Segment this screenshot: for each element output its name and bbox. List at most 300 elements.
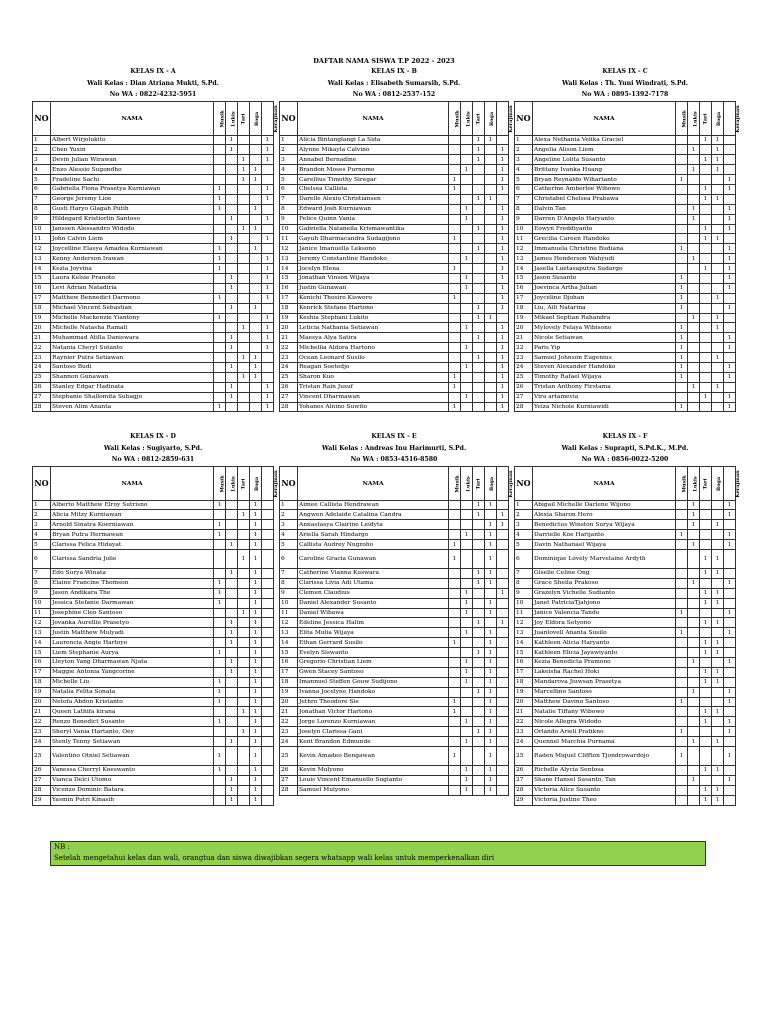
activity-mark: 1 <box>226 234 238 244</box>
table-row <box>280 530 509 540</box>
col-kerajinan <box>262 101 279 135</box>
activity-mark <box>700 697 712 707</box>
activity-mark <box>676 520 688 530</box>
activity-mark <box>262 795 274 805</box>
col-kerajinan-label: Kerajinan <box>272 469 279 498</box>
row-number: 3 <box>280 155 298 165</box>
row-number: 28 <box>515 402 533 412</box>
activity-mark <box>724 382 736 392</box>
activity-mark <box>461 145 473 155</box>
activity-mark: 1 <box>250 598 262 608</box>
student-name: Darrielle Koe Harijanto <box>533 530 676 540</box>
row-number: 17 <box>33 667 51 677</box>
activity-mark: 1 <box>688 214 700 224</box>
activity-mark <box>238 343 250 353</box>
activity-mark: 1 <box>712 234 724 244</box>
student-name: Jessica Stefanie Darmawan <box>51 598 214 608</box>
activity-mark: 1 <box>712 648 724 658</box>
table-row <box>515 175 736 185</box>
activity-mark: 1 <box>238 175 250 185</box>
activity-mark <box>262 540 274 550</box>
activity-mark: 1 <box>724 264 736 274</box>
table-row <box>280 313 509 323</box>
activity-mark <box>712 303 724 313</box>
student-name: Jason Andikara The <box>51 588 214 598</box>
table-row <box>280 697 509 707</box>
student-name: Lakeisha Rachel Hoki <box>533 667 676 677</box>
row-number: 10 <box>515 598 533 608</box>
activity-mark <box>485 323 497 333</box>
student-name: Kathleen Alicia Haryanto <box>533 638 676 648</box>
activity-mark <box>700 175 712 185</box>
col-musik-label: Musik <box>454 474 461 493</box>
activity-mark <box>497 638 509 648</box>
activity-mark <box>712 372 724 382</box>
activity-mark <box>226 697 238 707</box>
activity-mark: 1 <box>449 175 461 185</box>
activity-mark <box>473 382 485 392</box>
student-name: Imannuel Steffen Gouw Sudijono <box>298 677 449 687</box>
student-name: Brittany Ivanka Huang <box>533 165 676 175</box>
activity-mark: 1 <box>724 775 736 785</box>
activity-mark <box>226 687 238 697</box>
col-tari <box>473 101 485 135</box>
table-row <box>33 737 274 747</box>
table-row <box>280 598 509 608</box>
activity-mark <box>485 333 497 343</box>
activity-mark: 1 <box>497 224 509 234</box>
student-name: Darelle Alexio Christiansen <box>298 194 449 204</box>
student-name: Jethro Theodore Sie <box>298 697 449 707</box>
activity-mark: 1 <box>712 549 724 568</box>
activity-mark <box>238 500 250 510</box>
activity-mark <box>238 283 250 293</box>
activity-mark: 1 <box>473 618 485 628</box>
student-name: Laura Kelsie Pranoto <box>51 273 214 283</box>
activity-mark: 1 <box>497 155 509 165</box>
activity-mark <box>461 697 473 707</box>
activity-mark <box>497 500 509 510</box>
student-name: Fradeline Sachi <box>51 175 214 185</box>
activity-mark <box>712 727 724 737</box>
table-row <box>33 540 274 550</box>
activity-mark: 1 <box>473 568 485 578</box>
activity-mark: 1 <box>250 667 262 677</box>
student-name: Michael Vincent Sebastian <box>51 303 214 313</box>
class-kelas: KELAS IX - F <box>602 433 648 440</box>
table-row <box>280 540 509 550</box>
table-row <box>280 402 509 412</box>
activity-mark: 1 <box>497 204 509 214</box>
table-row <box>515 795 736 805</box>
activity-mark <box>712 717 724 727</box>
activity-mark: 1 <box>485 746 497 765</box>
activity-mark <box>449 677 461 687</box>
activity-mark <box>485 145 497 155</box>
activity-mark <box>724 165 736 175</box>
activity-mark <box>688 746 700 765</box>
table-row <box>280 628 509 638</box>
activity-mark: 1 <box>688 540 700 550</box>
activity-mark <box>262 608 274 618</box>
row-number: 13 <box>33 254 51 264</box>
activity-mark: 1 <box>214 244 226 254</box>
student-name: Albert Wirjolukito <box>51 135 214 145</box>
row-number: 13 <box>280 628 298 638</box>
table-row <box>280 303 509 313</box>
activity-mark: 1 <box>676 293 688 303</box>
activity-mark <box>262 775 274 785</box>
row-number: 11 <box>515 234 533 244</box>
activity-mark: 1 <box>214 697 226 707</box>
activity-mark <box>449 588 461 598</box>
row-number: 3 <box>33 155 51 165</box>
student-name: Natalia Felita Sonata <box>51 687 214 697</box>
activity-mark <box>497 785 509 795</box>
activity-mark: 1 <box>700 135 712 145</box>
table-row <box>515 165 736 175</box>
activity-mark <box>497 717 509 727</box>
student-name: Jason Susanto <box>533 273 676 283</box>
table-row <box>515 145 736 155</box>
activity-mark <box>214 568 226 578</box>
col-musik-label: Musik <box>454 109 461 128</box>
activity-mark <box>226 402 238 412</box>
activity-mark: 1 <box>700 588 712 598</box>
activity-mark <box>497 648 509 658</box>
activity-mark <box>473 184 485 194</box>
student-name: Gabriella Fiona Prasetya Kurniawan <box>51 184 214 194</box>
activity-mark <box>724 598 736 608</box>
activity-mark <box>700 323 712 333</box>
col-musik <box>676 101 688 135</box>
activity-mark <box>497 313 509 323</box>
activity-mark <box>238 648 250 658</box>
activity-mark: 1 <box>712 667 724 677</box>
activity-mark: 1 <box>461 717 473 727</box>
activity-mark <box>700 204 712 214</box>
table-header-row <box>33 466 274 500</box>
activity-mark <box>250 273 262 283</box>
student-name: Jeremy Constantine Handoko <box>298 254 449 264</box>
activity-mark: 1 <box>250 618 262 628</box>
table-row <box>515 204 736 214</box>
activity-mark <box>238 717 250 727</box>
row-number: 16 <box>33 657 51 667</box>
activity-mark <box>497 727 509 737</box>
activity-mark: 1 <box>497 588 509 598</box>
activity-mark <box>676 717 688 727</box>
row-number: 14 <box>280 638 298 648</box>
activity-mark <box>226 313 238 323</box>
activity-mark: 1 <box>700 765 712 775</box>
activity-mark <box>238 392 250 402</box>
row-number: 24 <box>33 737 51 747</box>
activity-mark <box>226 165 238 175</box>
activity-mark: 1 <box>238 549 250 568</box>
activity-mark: 1 <box>712 568 724 578</box>
activity-mark <box>262 510 274 520</box>
activity-mark <box>676 657 688 667</box>
table-row <box>515 520 736 530</box>
student-table <box>279 101 514 413</box>
activity-mark: 1 <box>724 343 736 353</box>
table-row <box>280 382 509 392</box>
table-row <box>33 727 274 737</box>
activity-mark <box>676 510 688 520</box>
student-name: Abigail Michelle Darlene Wijono <box>533 500 676 510</box>
activity-mark <box>262 578 274 588</box>
activity-mark <box>250 293 262 303</box>
row-number: 26 <box>33 382 51 392</box>
activity-mark <box>724 667 736 677</box>
activity-mark: 1 <box>712 165 724 175</box>
activity-mark: 1 <box>676 353 688 363</box>
activity-mark: 1 <box>700 184 712 194</box>
student-name: Clarissa Livia Adi Utama <box>298 578 449 588</box>
table-row <box>515 135 736 145</box>
table-row <box>515 677 736 687</box>
table-row <box>33 204 274 214</box>
student-name: Janice Valencia Tando <box>533 608 676 618</box>
activity-mark: 1 <box>473 303 485 313</box>
activity-mark <box>262 549 274 568</box>
student-name: Valentino Otniel Setiawan <box>51 746 214 765</box>
col-lukis <box>226 466 238 500</box>
activity-mark <box>712 244 724 254</box>
activity-mark: 1 <box>676 608 688 618</box>
activity-mark: 1 <box>485 667 497 677</box>
row-number: 8 <box>280 578 298 588</box>
activity-mark: 1 <box>250 785 262 795</box>
table-row <box>515 530 736 540</box>
activity-mark <box>700 372 712 382</box>
activity-mark: 1 <box>214 578 226 588</box>
activity-mark: 1 <box>262 254 274 264</box>
row-number: 1 <box>515 500 533 510</box>
activity-mark: 1 <box>485 135 497 145</box>
student-name: Grace Sheila Prakoso <box>533 578 676 588</box>
activity-mark <box>700 510 712 520</box>
activity-mark: 1 <box>238 707 250 717</box>
activity-mark <box>238 588 250 598</box>
activity-mark <box>712 510 724 520</box>
activity-mark: 1 <box>676 746 688 765</box>
row-number: 13 <box>33 628 51 638</box>
table-row <box>515 588 736 598</box>
activity-mark <box>485 273 497 283</box>
activity-mark <box>226 510 238 520</box>
activity-mark: 1 <box>724 214 736 224</box>
student-name: Jonathan Vinson Wijaya <box>298 273 449 283</box>
activity-mark <box>449 530 461 540</box>
activity-mark: 1 <box>449 746 461 765</box>
activity-mark: 1 <box>676 402 688 412</box>
table-row <box>280 273 509 283</box>
activity-mark: 1 <box>700 717 712 727</box>
activity-mark <box>461 244 473 254</box>
student-name: Matthew Davino Santoso <box>533 697 676 707</box>
activity-mark <box>238 402 250 412</box>
activity-mark <box>700 628 712 638</box>
activity-mark: 1 <box>497 283 509 293</box>
student-name: George Jeremy Lioe <box>51 194 214 204</box>
row-number: 22 <box>33 717 51 727</box>
table-row <box>280 667 509 677</box>
activity-mark <box>238 697 250 707</box>
activity-mark <box>497 746 509 765</box>
activity-mark <box>461 353 473 363</box>
row-number: 5 <box>280 175 298 185</box>
activity-mark <box>449 214 461 224</box>
row-number: 9 <box>515 214 533 224</box>
activity-mark: 1 <box>724 402 736 412</box>
table-row <box>33 707 274 717</box>
activity-mark <box>473 264 485 274</box>
activity-mark <box>700 727 712 737</box>
row-number: 1 <box>280 135 298 145</box>
activity-mark: 1 <box>700 568 712 578</box>
student-name: Clarissa Sandria Jolie <box>51 549 214 568</box>
activity-mark: 1 <box>724 224 736 234</box>
col-tari-label: Tari <box>702 112 709 125</box>
student-name: Alynne Mikayla Calvino <box>298 145 449 155</box>
activity-mark <box>473 628 485 638</box>
row-number: 17 <box>33 293 51 303</box>
row-number: 1 <box>280 500 298 510</box>
activity-mark <box>676 737 688 747</box>
activity-mark: 1 <box>724 254 736 264</box>
activity-mark <box>676 254 688 264</box>
table-row <box>515 392 736 402</box>
activity-mark: 1 <box>712 155 724 165</box>
table-row <box>515 353 736 363</box>
activity-mark <box>700 687 712 697</box>
activity-mark <box>688 667 700 677</box>
row-number: 9 <box>33 214 51 224</box>
activity-mark: 1 <box>700 264 712 274</box>
activity-mark <box>712 392 724 402</box>
student-name: Maesya Alya Satira <box>298 333 449 343</box>
activity-mark: 1 <box>461 677 473 687</box>
class-block-d <box>32 431 279 806</box>
activity-mark <box>473 737 485 747</box>
activity-mark: 1 <box>250 765 262 775</box>
activity-mark <box>449 283 461 293</box>
table-row <box>515 608 736 618</box>
activity-mark: 1 <box>712 795 724 805</box>
activity-mark <box>497 667 509 677</box>
activity-mark: 1 <box>214 677 226 687</box>
table-row <box>280 717 509 727</box>
student-name: Mikael Septian Rahandra <box>533 313 676 323</box>
activity-mark: 1 <box>250 648 262 658</box>
activity-mark: 1 <box>712 293 724 303</box>
activity-mark: 1 <box>724 578 736 588</box>
activity-mark: 1 <box>724 283 736 293</box>
activity-mark <box>461 520 473 530</box>
activity-mark: 1 <box>676 283 688 293</box>
activity-mark <box>700 353 712 363</box>
row-number: 26 <box>515 765 533 775</box>
student-name: Gregorio Christian Liem <box>298 657 449 667</box>
activity-mark <box>262 737 274 747</box>
activity-mark: 1 <box>497 362 509 372</box>
student-name: Grazelyn Vichelle Sudianto <box>533 588 676 598</box>
student-name: Josephine Cleo Santoso <box>51 608 214 618</box>
activity-mark <box>461 303 473 313</box>
table-row <box>280 765 509 775</box>
activity-mark <box>700 244 712 254</box>
activity-mark: 1 <box>250 697 262 707</box>
row-number: 9 <box>280 214 298 224</box>
student-name: Shane Hansel Susanto, Tan <box>533 775 676 785</box>
activity-mark <box>238 254 250 264</box>
row-number: 12 <box>280 618 298 628</box>
activity-mark: 1 <box>250 717 262 727</box>
activity-mark <box>238 568 250 578</box>
activity-mark <box>449 775 461 785</box>
col-no: NO <box>33 466 51 500</box>
activity-mark <box>724 638 736 648</box>
activity-mark: 1 <box>497 145 509 155</box>
student-name: Louis Vincent Emanuello Sugianto <box>298 775 449 785</box>
row-number: 24 <box>33 362 51 372</box>
activity-mark: 1 <box>724 697 736 707</box>
student-name: Joycelline Elasya Amadea Kurniawan <box>51 244 214 254</box>
activity-mark <box>485 510 497 520</box>
activity-mark <box>238 264 250 274</box>
table-row <box>280 333 509 343</box>
table-row <box>515 343 736 353</box>
activity-mark: 1 <box>250 362 262 372</box>
student-name: Catherine Vianna Kuswara <box>298 568 449 578</box>
activity-mark: 1 <box>712 353 724 363</box>
activity-mark <box>485 303 497 313</box>
activity-mark <box>449 333 461 343</box>
activity-mark <box>724 520 736 530</box>
activity-mark <box>449 135 461 145</box>
class-kelas: KELAS IX - B <box>371 68 417 75</box>
activity-mark: 1 <box>461 530 473 540</box>
col-musik <box>214 101 226 135</box>
student-name: Joselyn Clarissa Gani <box>298 727 449 737</box>
col-no: NO <box>515 466 533 500</box>
table-row <box>280 175 509 185</box>
student-name: Maggie Antonia Yangcorine <box>51 667 214 677</box>
table-row <box>280 343 509 353</box>
activity-mark <box>473 392 485 402</box>
activity-mark <box>226 727 238 737</box>
col-tari <box>473 466 485 500</box>
row-number: 4 <box>515 165 533 175</box>
row-number: 6 <box>280 549 298 568</box>
activity-mark <box>700 145 712 155</box>
row-number: 25 <box>280 372 298 382</box>
table-row <box>280 293 509 303</box>
activity-mark: 1 <box>449 382 461 392</box>
activity-mark <box>700 540 712 550</box>
activity-mark <box>214 510 226 520</box>
class-wali: Wali Kelas : Sugiyarto, S.Pd. <box>103 444 203 452</box>
activity-mark <box>461 500 473 510</box>
row-number: 19 <box>280 687 298 697</box>
student-name: Kenichi Thosiro Kisworo <box>298 293 449 303</box>
activity-mark <box>461 402 473 412</box>
row-number: 18 <box>33 677 51 687</box>
table-row <box>33 214 274 224</box>
activity-mark <box>700 500 712 510</box>
